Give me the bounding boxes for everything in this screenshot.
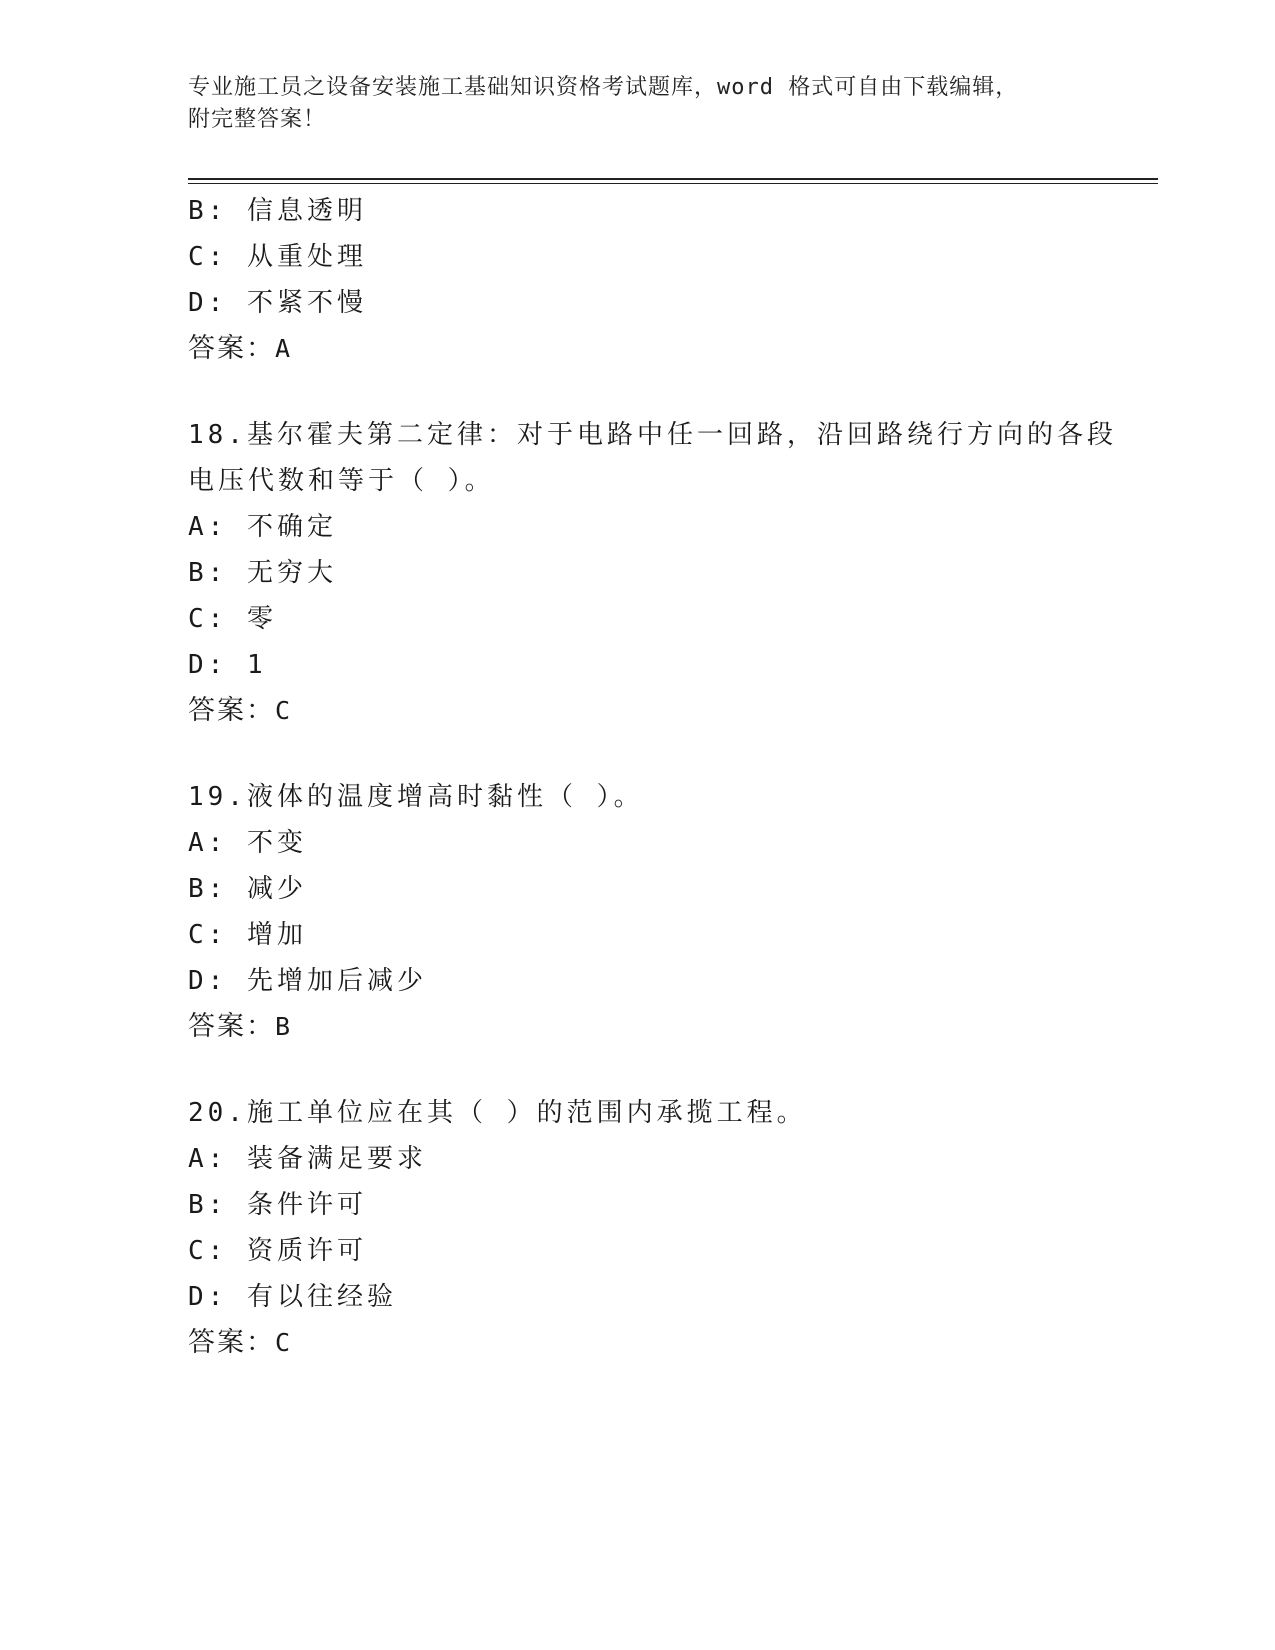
option-row	[188, 1274, 1158, 1320]
option-label: A:	[188, 1144, 228, 1174]
option-label: B:	[188, 1190, 228, 1220]
option-row	[188, 958, 1158, 1004]
option-label: A:	[188, 512, 228, 542]
option-label: B:	[188, 874, 228, 904]
option-row	[188, 912, 1158, 958]
question-title	[188, 1090, 1158, 1136]
option-label: D:	[188, 1282, 228, 1312]
question-title-line-1: 18.基尔霍夫第二定律：对于电路中任一回路，沿回路绕行方向的各段	[188, 420, 1117, 450]
option-text: 增加	[246, 920, 307, 950]
option-text: 信息透明	[246, 196, 367, 226]
option-row	[188, 504, 1158, 550]
option-label: D:	[188, 650, 228, 680]
option-text: 不变	[246, 828, 307, 858]
option-text: 无穷大	[246, 558, 337, 588]
question-title	[188, 412, 1158, 504]
document-header	[188, 72, 1088, 136]
option-row	[188, 596, 1158, 642]
answer-value: C	[275, 696, 293, 725]
option-row	[188, 188, 1158, 234]
option-row	[188, 550, 1158, 596]
answer-value: C	[275, 1328, 293, 1357]
option-text: 不确定	[246, 512, 337, 542]
option-text: 减少	[246, 874, 307, 904]
option-text: 资质许可	[246, 1236, 367, 1266]
option-label: B:	[188, 558, 228, 588]
question-title-line-1: 19.液体的温度增高时黏性（ ）。	[188, 782, 644, 812]
header-divider-thick	[188, 178, 1158, 180]
header-divider-thin	[188, 183, 1158, 184]
option-label: A:	[188, 828, 228, 858]
answer-value: B	[275, 1012, 293, 1041]
option-row	[188, 1228, 1158, 1274]
option-row	[188, 642, 1158, 688]
answer-label: 答案：	[188, 333, 275, 364]
option-label: B:	[188, 196, 228, 226]
option-row	[188, 866, 1158, 912]
option-row	[188, 1136, 1158, 1182]
option-text: 装备满足要求	[246, 1144, 427, 1174]
header-line-2: 附完整答案！	[188, 107, 327, 132]
option-label: D:	[188, 966, 228, 996]
option-label: D:	[188, 288, 228, 318]
option-text: 零	[246, 604, 277, 634]
answer-value: A	[275, 334, 293, 363]
option-text: 先增加后减少	[246, 966, 427, 996]
option-row	[188, 1182, 1158, 1228]
option-text: 1	[246, 650, 267, 680]
answer-row	[188, 1004, 1158, 1050]
option-label: C:	[188, 920, 228, 950]
option-label: C:	[188, 604, 228, 634]
answer-row	[188, 1320, 1158, 1366]
option-row	[188, 280, 1158, 326]
question-title-line-1: 20.施工单位应在其（ ）的范围内承揽工程。	[188, 1098, 807, 1128]
option-text: 有以往经验	[246, 1282, 397, 1312]
answer-row	[188, 326, 1158, 372]
question-18	[188, 412, 1158, 734]
partial-question	[188, 188, 1158, 372]
option-row	[188, 820, 1158, 866]
document-body	[188, 188, 1158, 1366]
option-label: C:	[188, 242, 228, 272]
header-line-1: 专业施工员之设备安装施工基础知识资格考试题库，word 格式可自由下载编辑，	[188, 75, 1019, 100]
question-title-line-2: 电压代数和等于（ ）。	[188, 466, 495, 496]
question-20	[188, 1090, 1158, 1366]
question-19	[188, 774, 1158, 1050]
option-text: 从重处理	[246, 242, 367, 272]
answer-label: 答案：	[188, 1011, 275, 1042]
option-text: 不紧不慢	[246, 288, 367, 318]
question-title	[188, 774, 1158, 820]
answer-label: 答案：	[188, 695, 275, 726]
answer-label: 答案：	[188, 1327, 275, 1358]
option-label: C:	[188, 1236, 228, 1266]
option-text: 条件许可	[246, 1190, 367, 1220]
answer-row	[188, 688, 1158, 734]
option-row	[188, 234, 1158, 280]
